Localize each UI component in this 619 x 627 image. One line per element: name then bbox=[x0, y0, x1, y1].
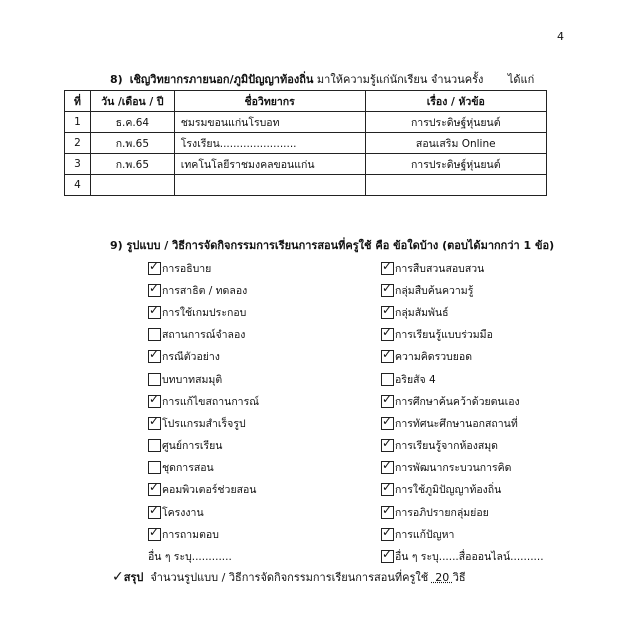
checkbox-icon[interactable] bbox=[148, 262, 161, 275]
right-method-item[interactable] bbox=[381, 390, 544, 412]
left-method-item[interactable] bbox=[148, 257, 259, 279]
right-method-item[interactable] bbox=[381, 324, 544, 346]
other-label: อื่น ๆ ระบุ......สื่อออนไลน์.......... bbox=[395, 551, 544, 564]
header-speaker: ชื่อวิทยากร bbox=[174, 91, 365, 112]
section8-heading bbox=[110, 70, 534, 88]
method-label: กลุ่มสืบค้นความรู้ bbox=[395, 284, 474, 297]
method-label: การถามตอบ bbox=[162, 528, 219, 541]
checkbox-icon[interactable] bbox=[148, 417, 161, 430]
checkmark-icon: ✓ bbox=[112, 569, 124, 585]
checkbox-icon[interactable] bbox=[381, 461, 394, 474]
section8-heading-rest: มาให้ความรู้แก่นักเรียน จำนวนครั้ง bbox=[316, 73, 484, 86]
checkbox-icon[interactable] bbox=[148, 506, 161, 519]
table-row bbox=[65, 154, 547, 175]
method-label: การใช้เกมประกอบ bbox=[162, 306, 247, 319]
cell-date bbox=[90, 175, 174, 196]
method-label: สถานการณ์จำลอง bbox=[162, 329, 246, 342]
right-method-item[interactable] bbox=[381, 412, 544, 434]
table-row bbox=[65, 133, 547, 154]
checkbox-icon[interactable] bbox=[148, 461, 161, 474]
page-number: 4 bbox=[557, 30, 564, 43]
cell-date: ก.พ.65 bbox=[90, 154, 174, 175]
checkbox-icon[interactable] bbox=[148, 483, 161, 496]
checkbox-icon[interactable] bbox=[381, 284, 394, 297]
cell-date: ธ.ค.64 bbox=[90, 112, 174, 133]
method-label: กลุ่มสัมพันธ์ bbox=[395, 306, 449, 319]
cell-no: 3 bbox=[65, 154, 91, 175]
method-label: การสืบสวนสอบสวน bbox=[395, 262, 485, 275]
header-date: วัน /เดือน / ปี bbox=[90, 91, 174, 112]
left-method-item[interactable] bbox=[148, 279, 259, 301]
right-method-item[interactable] bbox=[381, 457, 544, 479]
checkbox-icon[interactable] bbox=[381, 350, 394, 363]
method-label: คอมพิวเตอร์ช่วยสอน bbox=[162, 484, 257, 497]
summary-text: จำนวนรูปแบบ / วิธีการจัดกิจกรรมการเรียนการสอนที่ครูใช้ bbox=[150, 571, 429, 584]
cell-no: 4 bbox=[65, 175, 91, 196]
checkbox-icon[interactable] bbox=[381, 373, 394, 386]
checkbox-icon[interactable] bbox=[148, 373, 161, 386]
method-label: การเรียนรู้แบบร่วมมือ bbox=[395, 329, 493, 342]
checkbox-icon[interactable] bbox=[148, 306, 161, 319]
checkbox-icon[interactable] bbox=[381, 262, 394, 275]
checkbox-icon[interactable] bbox=[148, 284, 161, 297]
checkbox-icon[interactable] bbox=[381, 395, 394, 408]
cell-topic: สอนเสริม Online bbox=[365, 133, 546, 154]
checkbox-icon[interactable] bbox=[381, 306, 394, 319]
checkbox-icon[interactable] bbox=[381, 417, 394, 430]
left-method-item[interactable] bbox=[148, 412, 259, 434]
summary-label: สรุป bbox=[123, 571, 144, 584]
checkbox-icon[interactable] bbox=[381, 550, 394, 563]
method-label: การทัศนะศึกษานอกสถานที่ bbox=[395, 417, 518, 430]
cell-topic bbox=[365, 175, 546, 196]
method-label: การใช้ภูมิปัญญาท้องถิ่น bbox=[395, 484, 502, 497]
cell-speaker: เทคโนโลยีราชมงคลขอนแก่น bbox=[174, 154, 365, 175]
checkbox-icon[interactable] bbox=[148, 439, 161, 452]
checkbox-icon[interactable] bbox=[381, 528, 394, 541]
summary-count: 20 bbox=[435, 571, 450, 584]
method-label: ความคิดรวบยอด bbox=[395, 351, 473, 364]
left-method-item[interactable] bbox=[148, 435, 259, 457]
checkbox-icon[interactable] bbox=[148, 528, 161, 541]
section8-heading-bold: เชิญวิทยากรภายนอก/ภูมิปัญญาท้องถิ่น bbox=[129, 73, 314, 86]
left-method-item[interactable] bbox=[148, 523, 259, 545]
checkbox-icon[interactable] bbox=[148, 395, 161, 408]
left-method-item[interactable] bbox=[148, 479, 259, 501]
right-method-item[interactable] bbox=[381, 435, 544, 457]
method-label: การพัฒนากระบวนการคิด bbox=[395, 462, 512, 475]
table-row bbox=[65, 112, 547, 133]
summary-line bbox=[112, 568, 466, 586]
header-no: ที่ bbox=[65, 91, 91, 112]
cell-speaker: โรงเรียน....................... bbox=[174, 133, 365, 154]
right-method-item[interactable] bbox=[381, 523, 544, 545]
cell-topic: การประดิษฐ์หุ่นยนต์ bbox=[365, 154, 546, 175]
method-label: โปรแกรมสำเร็จรูป bbox=[162, 417, 246, 430]
method-label: การอธิบาย bbox=[162, 262, 212, 275]
checkbox-icon[interactable] bbox=[148, 350, 161, 363]
method-label: บทบาทสมมุติ bbox=[162, 373, 223, 386]
table-row bbox=[65, 175, 547, 196]
methods-right-column bbox=[381, 257, 544, 568]
method-label: การศึกษาค้นคว้าด้วยตนเอง bbox=[395, 395, 520, 408]
method-label: การอภิปรายกลุ่มย่อย bbox=[395, 506, 489, 519]
method-label: อริยสัจ 4 bbox=[395, 373, 436, 386]
checkbox-icon[interactable] bbox=[381, 506, 394, 519]
left-method-item[interactable] bbox=[148, 457, 259, 479]
method-label: การสาธิต / ทดลอง bbox=[162, 284, 248, 297]
left-other-item[interactable] bbox=[148, 545, 259, 567]
method-label: ชุดการสอน bbox=[162, 462, 214, 475]
left-method-item[interactable] bbox=[148, 324, 259, 346]
left-method-item[interactable] bbox=[148, 368, 259, 390]
section8-heading-tail: ได้แก่ bbox=[507, 73, 535, 86]
section8-number: 8) bbox=[110, 73, 123, 86]
header-topic: เรื่อง / หัวข้อ bbox=[365, 91, 546, 112]
methods-left-column bbox=[148, 257, 259, 568]
left-method-item[interactable] bbox=[148, 301, 259, 323]
left-method-item[interactable] bbox=[148, 346, 259, 368]
method-label: การแก้ไขสถานการณ์ bbox=[162, 395, 259, 408]
right-method-item[interactable] bbox=[381, 301, 544, 323]
right-method-item[interactable] bbox=[381, 346, 544, 368]
method-label: การแก้ปัญหา bbox=[395, 528, 455, 541]
right-method-item[interactable] bbox=[381, 479, 544, 501]
cell-topic: การประดิษฐ์หุ่นยนต์ bbox=[365, 112, 546, 133]
cell-no: 2 bbox=[65, 133, 91, 154]
method-label: การเรียนรู้จากห้องสมุด bbox=[395, 440, 499, 453]
cell-date: ก.พ.65 bbox=[90, 133, 174, 154]
left-method-item[interactable] bbox=[148, 390, 259, 412]
checkbox-icon[interactable] bbox=[148, 328, 161, 341]
other-label: อื่น ๆ ระบุ............ bbox=[148, 551, 232, 564]
cell-speaker: ชมรมขอนแก่นโรบอท bbox=[174, 112, 365, 133]
table-header-row bbox=[65, 91, 547, 112]
right-other-item[interactable] bbox=[381, 545, 544, 567]
cell-no: 1 bbox=[65, 112, 91, 133]
method-label: กรณีตัวอย่าง bbox=[162, 351, 220, 364]
speakers-table bbox=[64, 90, 547, 196]
method-label: ศูนย์การเรียน bbox=[162, 440, 223, 453]
right-method-item[interactable] bbox=[381, 501, 544, 523]
right-method-item[interactable] bbox=[381, 368, 544, 390]
right-method-item[interactable] bbox=[381, 257, 544, 279]
right-method-item[interactable] bbox=[381, 279, 544, 301]
section9-heading: 9) รูปแบบ / วิธีการจัดกิจกรรมการเรียนการสอนที่ครูใช้ คือ ข้อใดบ้าง (ตอบได้มากกว่า 1 ข้อ) bbox=[110, 239, 555, 252]
left-method-item[interactable] bbox=[148, 501, 259, 523]
checkbox-icon[interactable] bbox=[381, 328, 394, 341]
checkbox-icon[interactable] bbox=[381, 439, 394, 452]
summary-unit: วิธี bbox=[452, 571, 466, 584]
cell-speaker bbox=[174, 175, 365, 196]
checkbox-icon[interactable] bbox=[381, 483, 394, 496]
method-label: โครงงาน bbox=[162, 506, 204, 519]
